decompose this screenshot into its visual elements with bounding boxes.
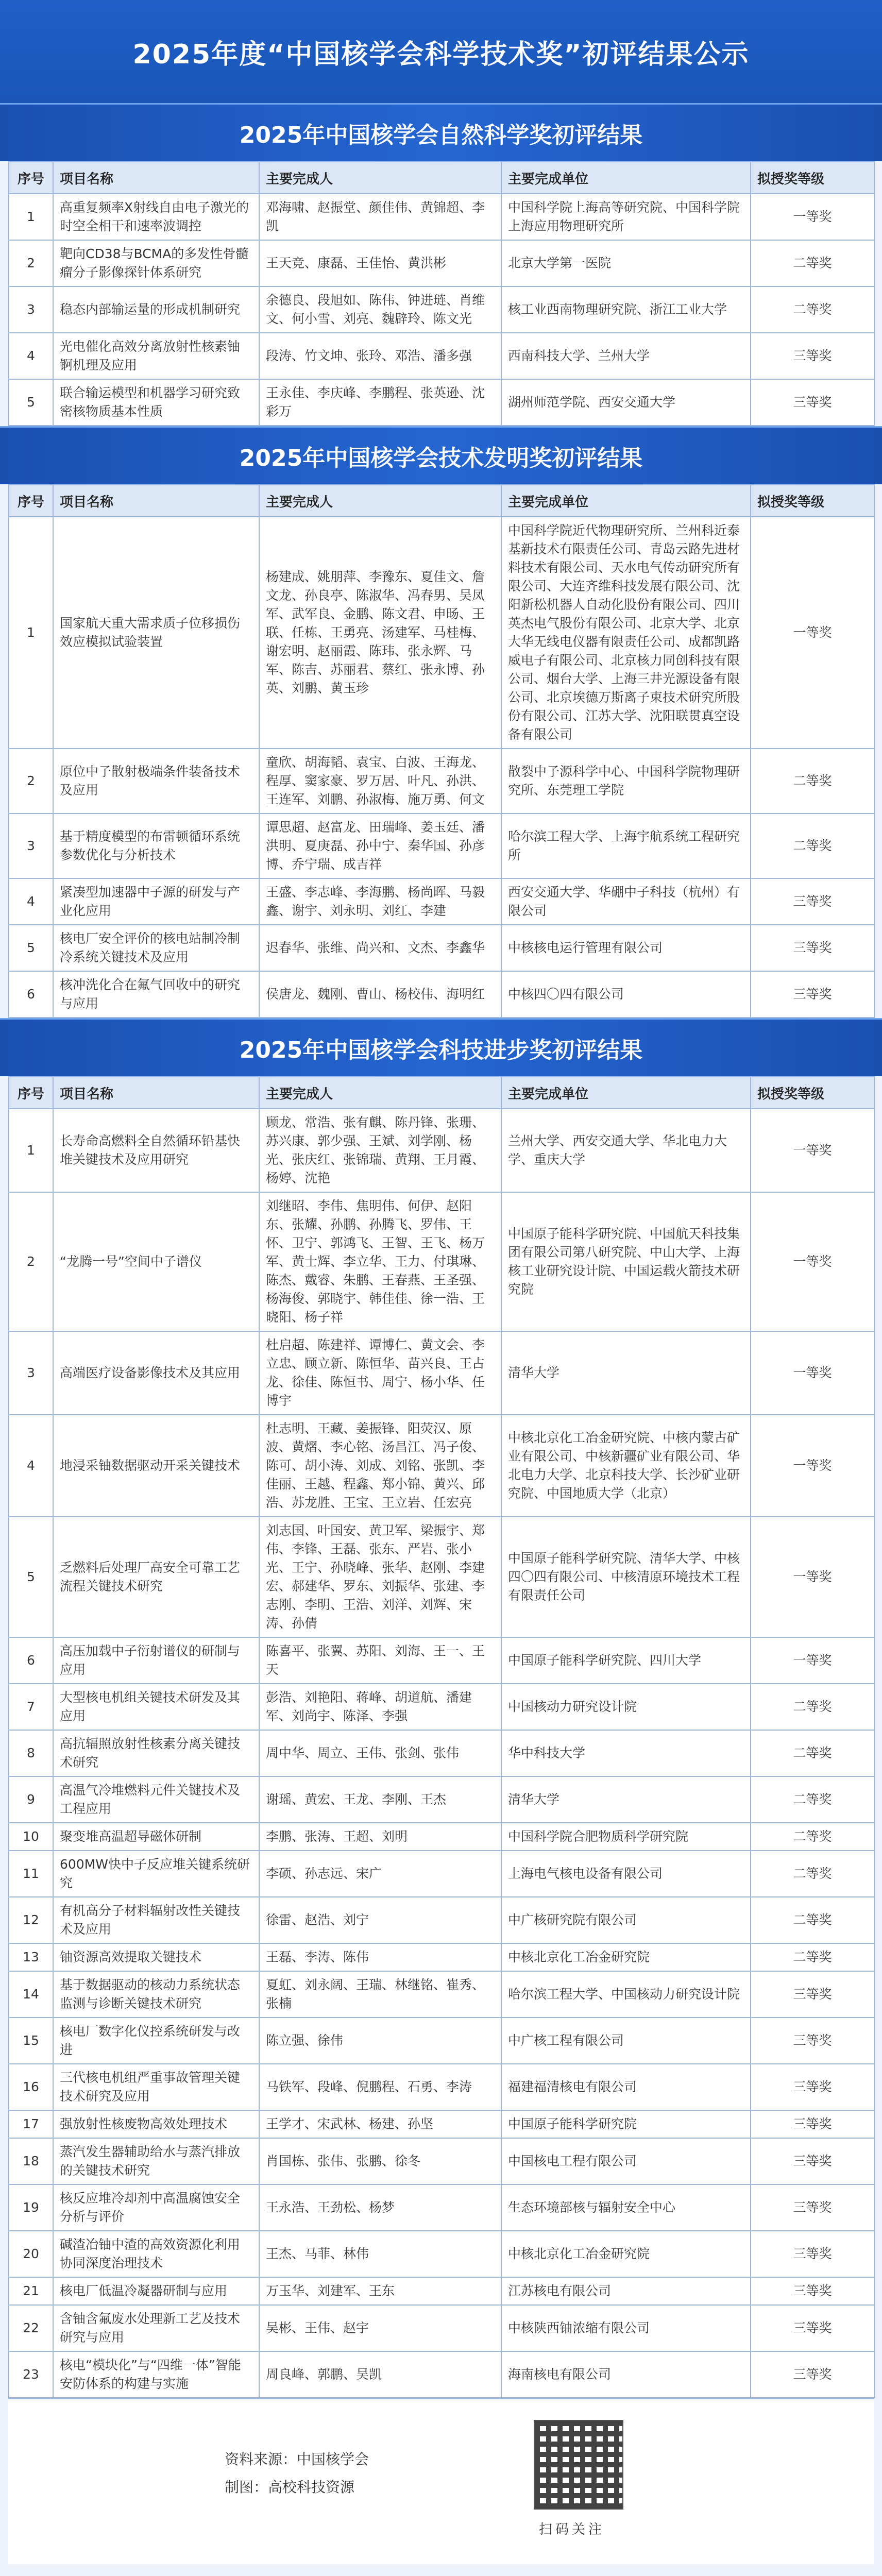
row-number: 8 <box>9 1730 53 1776</box>
project-name: 高抗辐照放射性核素分离关键技术研究 <box>53 1730 259 1776</box>
table-row <box>9 1331 874 1415</box>
institutions: 散裂中子源科学中心、中国科学院物理研究所、东莞理工学院 <box>501 749 751 814</box>
award-level: 二等奖 <box>751 1684 874 1730</box>
team-members: 肖国栋、张伟、张鹏、徐冬 <box>259 2138 501 2184</box>
column-header: 拟授奖等级 <box>751 485 874 517</box>
qr-label: 扫码关注 <box>539 2522 605 2537</box>
team-members: 段涛、竹文坤、张玲、邓浩、潘多强 <box>259 333 501 379</box>
institutions: 中国核动力研究设计院 <box>501 1684 751 1730</box>
institutions: 海南核电有限公司 <box>501 2351 751 2398</box>
award-level: 三等奖 <box>751 878 874 925</box>
institutions: 中国科学院近代物理研究所、兰州科近泰基新技术有限责任公司、青岛云路先进材料技术有限公司、天水电气传动研究所有限公司、大连齐维科技发展有限公司、沈阳新松机器人自动化股份有限公司、四川英杰电气股份有限公司、北京大学、北京大华无线电仪器有限责任公司、成都凯路威电子有限公司、北京核力同创科技有限公司、烟台大学、上海三井光源设备有限公司、北京埃德万斯离子束技术研究所股份有限公司、江苏大学、沈阳联贯真空设备有限公司 <box>501 517 751 749</box>
institutions: 上海电气核电设备有限公司 <box>501 1851 751 1897</box>
page-title: 2025年度“中国核学会科学技术奖”初评结果公示 <box>0 0 882 103</box>
project-name: 高重复频率X射线自由电子激光的时空全相干和速率波调控 <box>53 194 259 240</box>
project-name: 高压加载中子衍射谱仪的研制与应用 <box>53 1637 259 1684</box>
award-level: 一等奖 <box>751 1637 874 1684</box>
row-number: 17 <box>9 2110 53 2138</box>
column-header: 项目名称 <box>53 485 259 517</box>
table-row <box>9 379 874 426</box>
award-level: 一等奖 <box>751 1517 874 1637</box>
project-name: 核冲洗化合在氟气回收中的研究与应用 <box>53 971 259 1018</box>
institutions: 清华大学 <box>501 1331 751 1415</box>
footer <box>8 2398 874 2564</box>
institutions: 中核陕西铀浓缩有限公司 <box>501 2305 751 2351</box>
project-name: 国家航天重大需求质子位移损伤效应模拟试验装置 <box>53 517 259 749</box>
table-row <box>9 1971 874 2018</box>
project-name: 紧凑型加速器中子源的研发与产业化应用 <box>53 878 259 925</box>
results-table <box>8 1076 875 2398</box>
institutions: 中核核电运行管理有限公司 <box>501 925 751 971</box>
institutions: 中国科学院上海高等研究院、中国科学院上海应用物理研究所 <box>501 194 751 240</box>
row-number: 3 <box>9 1331 53 1415</box>
column-header: 主要完成单位 <box>501 1077 751 1109</box>
award-level: 三等奖 <box>751 2305 874 2351</box>
column-header: 主要完成人 <box>259 162 501 194</box>
project-name: 三代核电机组严重事故管理关键技术研究及应用 <box>53 2064 259 2110</box>
row-number: 2 <box>9 1192 53 1331</box>
award-level: 二等奖 <box>751 1776 874 1823</box>
institutions: 哈尔滨工程大学、中国核动力研究设计院 <box>501 1971 751 2018</box>
team-members: 王永浩、王劲松、杨梦 <box>259 2184 501 2231</box>
award-level: 二等奖 <box>751 1943 874 1971</box>
institutions: 中核四〇四有限公司 <box>501 971 751 1018</box>
row-number: 6 <box>9 1637 53 1684</box>
award-level: 二等奖 <box>751 1730 874 1776</box>
table-row <box>9 925 874 971</box>
row-number: 4 <box>9 878 53 925</box>
team-members: 万玉华、刘建军、王东 <box>259 2277 501 2305</box>
team-members: 侯唐龙、魏刚、曹山、杨校伟、海明红 <box>259 971 501 1018</box>
project-name: 核电厂安全评价的核电站制冷制冷系统关键技术及应用 <box>53 925 259 971</box>
award-level: 三等奖 <box>751 2064 874 2110</box>
institutions: 核工业西南物理研究院、浙江工业大学 <box>501 286 751 333</box>
section-title: 2025年中国核学会科技进步奖初评结果 <box>0 1018 882 1076</box>
row-number: 7 <box>9 1684 53 1730</box>
table-row <box>9 1517 874 1637</box>
award-level: 三等奖 <box>751 333 874 379</box>
table-row <box>9 1109 874 1192</box>
column-header: 项目名称 <box>53 1077 259 1109</box>
project-name: 靶向CD38与BCMA的多发性骨髓瘤分子影像探针体系研究 <box>53 240 259 286</box>
team-members: 杜启超、陈建祥、谭博仁、黄文会、李立忠、顾立新、陈恒华、苗兴良、王占龙、徐佳、陈恒书、周宁、杨小华、任博宇 <box>259 1331 501 1415</box>
award-level: 二等奖 <box>751 1897 874 1943</box>
row-number: 11 <box>9 1851 53 1897</box>
team-members: 周中华、周立、王伟、张剑、张伟 <box>259 1730 501 1776</box>
award-level: 三等奖 <box>751 379 874 426</box>
project-name: 核电厂低温冷凝器研制与应用 <box>53 2277 259 2305</box>
institutions: 江苏核电有限公司 <box>501 2277 751 2305</box>
table-row <box>9 1684 874 1730</box>
row-number: 2 <box>9 749 53 814</box>
team-members: 徐雷、赵浩、刘宁 <box>259 1897 501 1943</box>
award-level: 一等奖 <box>751 1331 874 1415</box>
row-number: 5 <box>9 925 53 971</box>
table-row <box>9 2018 874 2064</box>
award-level: 一等奖 <box>751 1192 874 1331</box>
team-members: 余德良、段旭如、陈伟、钟进琏、肖维文、何小雪、刘亮、魏辟玲、陈文光 <box>259 286 501 333</box>
row-number: 14 <box>9 1971 53 2018</box>
table-row <box>9 1943 874 1971</box>
institutions: 福建福清核电有限公司 <box>501 2064 751 2110</box>
column-header: 项目名称 <box>53 162 259 194</box>
institutions: 华中科技大学 <box>501 1730 751 1776</box>
project-name: 长寿命高燃料全自然循环铅基快堆关键技术及应用研究 <box>53 1109 259 1192</box>
table-row <box>9 749 874 814</box>
table-row <box>9 2277 874 2305</box>
table-row <box>9 286 874 333</box>
project-name: 碱渣冶铀中渣的高效资源化利用协同深度治理技术 <box>53 2231 259 2277</box>
project-name: 有机高分子材料辐射改性关键技术及应用 <box>53 1897 259 1943</box>
table-row <box>9 814 874 878</box>
project-name: 高温气冷堆燃料元件关键技术及工程应用 <box>53 1776 259 1823</box>
team-members: 谢瑶、黄宏、王龙、李刚、王杰 <box>259 1776 501 1823</box>
institutions: 北京大学第一医院 <box>501 240 751 286</box>
award-level: 三等奖 <box>751 971 874 1018</box>
table-row <box>9 240 874 286</box>
institutions: 中核北京化工冶金研究院 <box>501 1943 751 1971</box>
institutions: 清华大学 <box>501 1776 751 1823</box>
row-number: 3 <box>9 286 53 333</box>
row-number: 13 <box>9 1943 53 1971</box>
table-row <box>9 1851 874 1897</box>
institutions: 西南科技大学、兰州大学 <box>501 333 751 379</box>
row-number: 16 <box>9 2064 53 2110</box>
team-members: 周良峰、郭鹏、吴凯 <box>259 2351 501 2398</box>
results-table <box>8 484 875 1018</box>
table-row <box>9 2351 874 2398</box>
row-number: 1 <box>9 517 53 749</box>
row-number: 19 <box>9 2184 53 2231</box>
row-number: 12 <box>9 1897 53 1943</box>
table-row <box>9 1776 874 1823</box>
award-level: 三等奖 <box>751 2231 874 2277</box>
table-row <box>9 1192 874 1331</box>
institutions: 生态环境部核与辐射安全中心 <box>501 2184 751 2231</box>
column-header: 拟授奖等级 <box>751 1077 874 1109</box>
table-row <box>9 2110 874 2138</box>
institutions: 中国原子能科学研究院、中国航天科技集团有限公司第八研究院、中山大学、上海核工业研究设计院、中国运载火箭技术研究院 <box>501 1192 751 1331</box>
project-name: 核反应堆冷却剂中高温腐蚀安全分析与评价 <box>53 2184 259 2231</box>
table-header-row <box>9 162 874 194</box>
source-text: 资料来源：中国核学会 <box>225 2451 369 2468</box>
project-name: 含铀含氟废水处理新工艺及技术研究与应用 <box>53 2305 259 2351</box>
project-name: 大型核电机组关键技术研发及其应用 <box>53 1684 259 1730</box>
project-name: 核电厂数字化仪控系统研发与改进 <box>53 2018 259 2064</box>
institutions: 中国核电工程有限公司 <box>501 2138 751 2184</box>
row-number: 10 <box>9 1823 53 1851</box>
row-number: 1 <box>9 1109 53 1192</box>
award-level: 一等奖 <box>751 517 874 749</box>
column-header: 主要完成人 <box>259 485 501 517</box>
project-name: 乏燃料后处理厂高安全可靠工艺流程关键技术研究 <box>53 1517 259 1637</box>
section-title: 2025年中国核学会技术发明奖初评结果 <box>0 426 882 484</box>
award-level: 二等奖 <box>751 814 874 878</box>
footer-text <box>225 2446 369 2501</box>
qr-code-icon <box>534 2420 623 2510</box>
institutions: 中核北京化工冶金研究院、中核内蒙古矿业有限公司、中核新疆矿业有限公司、华北电力大学、北京科技大学、长沙矿业研究院、中国地质大学（北京） <box>501 1415 751 1517</box>
table-header-row <box>9 1077 874 1109</box>
table-row <box>9 2138 874 2184</box>
team-members: 邓海啸、赵振堂、颜佳伟、黄锦超、李凯 <box>259 194 501 240</box>
row-number: 15 <box>9 2018 53 2064</box>
project-name: 稳态内部输运量的形成机制研究 <box>53 286 259 333</box>
team-members: 迟春华、张维、尚兴和、文杰、李鑫华 <box>259 925 501 971</box>
team-members: 李鹏、张涛、王超、刘明 <box>259 1823 501 1851</box>
results-table <box>8 161 875 426</box>
row-number: 21 <box>9 2277 53 2305</box>
team-members: 王磊、李涛、陈伟 <box>259 1943 501 1971</box>
column-header: 主要完成人 <box>259 1077 501 1109</box>
team-members: 王天竞、康磊、王佳怡、黄洪彬 <box>259 240 501 286</box>
institutions: 兰州大学、西安交通大学、华北电力大学、重庆大学 <box>501 1109 751 1192</box>
project-name: “龙腾一号”空间中子谱仪 <box>53 1192 259 1331</box>
team-members: 谭思超、赵富龙、田瑞峰、姜玉廷、潘洪明、夏庚磊、孙中宁、秦华国、孙彦博、乔宁瑞、成吉祥 <box>259 814 501 878</box>
team-members: 吴彬、王伟、赵宇 <box>259 2305 501 2351</box>
row-number: 2 <box>9 240 53 286</box>
award-level: 三等奖 <box>751 2351 874 2398</box>
institutions: 中国原子能科学研究院、四川大学 <box>501 1637 751 1684</box>
award-level: 三等奖 <box>751 2184 874 2231</box>
project-name: 聚变堆高温超导磁体研制 <box>53 1823 259 1851</box>
sections-container <box>0 103 882 2398</box>
award-level: 三等奖 <box>751 2138 874 2184</box>
team-members: 夏虹、刘永阔、王瑞、林继铭、崔秀、张楠 <box>259 1971 501 2018</box>
row-number: 18 <box>9 2138 53 2184</box>
row-number: 20 <box>9 2231 53 2277</box>
team-members: 王学才、宋武林、杨建、孙坚 <box>259 2110 501 2138</box>
project-name: 高端医疗设备影像技术及其应用 <box>53 1331 259 1415</box>
team-members: 马铁军、段峰、倪鹏程、石勇、李涛 <box>259 2064 501 2110</box>
team-members: 彭浩、刘艳阳、蒋峰、胡道航、潘建军、刘尚宇、陈泽、李强 <box>259 1684 501 1730</box>
institutions: 中国原子能科学研究院、清华大学、中核四〇四有限公司、中核清原环境技术工程有限责任公司 <box>501 1517 751 1637</box>
award-level: 一等奖 <box>751 194 874 240</box>
institutions: 中广核研究院有限公司 <box>501 1897 751 1943</box>
award-level: 三等奖 <box>751 2110 874 2138</box>
table-row <box>9 333 874 379</box>
table-header-row <box>9 485 874 517</box>
table-row <box>9 517 874 749</box>
column-header: 序号 <box>9 1077 53 1109</box>
project-name: 地浸采铀数据驱动开采关键技术 <box>53 1415 259 1517</box>
project-name: 联合输运模型和机器学习研究致密核物质基本性质 <box>53 379 259 426</box>
table-row <box>9 1897 874 1943</box>
row-number: 23 <box>9 2351 53 2398</box>
row-number: 5 <box>9 379 53 426</box>
table-row <box>9 2064 874 2110</box>
row-number: 4 <box>9 1415 53 1517</box>
team-members: 杨建成、姚朋萍、李豫东、夏佳文、詹文龙、孙良亭、陈淑华、冯春男、吴凤军、武军良、金鹏、陈文君、申旸、王联、任栋、王勇亮、汤建军、马桂梅、谢宏明、赵丽霞、陈玮、张永辉、马军、陈吉、苏丽君、蔡红、张永博、孙英、刘鹏、黄玉珍 <box>259 517 501 749</box>
team-members: 陈喜平、张翼、苏阳、刘海、王一、王天 <box>259 1637 501 1684</box>
column-header: 序号 <box>9 162 53 194</box>
table-row <box>9 194 874 240</box>
project-name: 强放射性核废物高效处理技术 <box>53 2110 259 2138</box>
institutions: 中国科学院合肥物质科学研究院 <box>501 1823 751 1851</box>
column-header: 序号 <box>9 485 53 517</box>
column-header: 主要完成单位 <box>501 485 751 517</box>
table-row <box>9 2231 874 2277</box>
award-level: 三等奖 <box>751 1971 874 2018</box>
table-row <box>9 878 874 925</box>
project-name: 原位中子散射极端条件装备技术及应用 <box>53 749 259 814</box>
table-row <box>9 1730 874 1776</box>
team-members: 童欣、胡海韬、袁宝、白波、王海龙、程厚、窦家豪、罗万居、叶凡、孙洪、王连军、刘鹏、孙淑梅、施万勇、何文 <box>259 749 501 814</box>
table-row <box>9 1637 874 1684</box>
row-number: 5 <box>9 1517 53 1637</box>
row-number: 6 <box>9 971 53 1018</box>
row-number: 22 <box>9 2305 53 2351</box>
institutions: 中国原子能科学研究院 <box>501 2110 751 2138</box>
award-level: 三等奖 <box>751 2277 874 2305</box>
award-level: 二等奖 <box>751 240 874 286</box>
row-number: 3 <box>9 814 53 878</box>
editor-text: 制图：高校科技资源 <box>225 2479 355 2496</box>
institutions: 哈尔滨工程大学、上海宇航系统工程研究所 <box>501 814 751 878</box>
row-number: 4 <box>9 333 53 379</box>
award-level: 二等奖 <box>751 286 874 333</box>
award-level: 二等奖 <box>751 1823 874 1851</box>
project-name: 核电“模块化”与“四维一体”智能安防体系的构建与实施 <box>53 2351 259 2398</box>
award-level: 一等奖 <box>751 1415 874 1517</box>
column-header: 主要完成单位 <box>501 162 751 194</box>
team-members: 杜志明、王藏、姜振锋、阳荧汉、原波、黄熠、李心铭、汤昌江、冯子俊、陈可、胡小涛、刘成、刘铭、张凯、李佳丽、王越、程鑫、郑小锦、黄兴、邱浩、苏龙胜、王宝、王立岩、任宏亮 <box>259 1415 501 1517</box>
team-members: 王盛、李志峰、李海鹏、杨尚晖、马毅鑫、谢宇、刘永明、刘红、李建 <box>259 878 501 925</box>
team-members: 顾龙、常浩、张有麒、陈丹锋、张珊、苏兴康、郭少强、王斌、刘学刚、杨光、张庆红、张锦瑞、黄翔、王月霞、杨婷、沈艳 <box>259 1109 501 1192</box>
project-name: 600MW快中子反应堆关键系统研究 <box>53 1851 259 1897</box>
institutions: 西安交通大学、华硼中子科技（杭州）有限公司 <box>501 878 751 925</box>
award-level: 二等奖 <box>751 1851 874 1897</box>
project-name: 基于精度模型的布雷顿循环系统参数优化与分析技术 <box>53 814 259 878</box>
award-level: 三等奖 <box>751 925 874 971</box>
project-name: 蒸汽发生器辅助给水与蒸汽排放的关键技术研究 <box>53 2138 259 2184</box>
project-name: 铀资源高效提取关键技术 <box>53 1943 259 1971</box>
team-members: 刘继昭、李伟、焦明伟、何伊、赵阳东、张耀、孙鹏、孙腾飞、罗伟、王怀、卫宁、郭鸿飞、王智、王飞、杨万军、黄士辉、李立华、王力、付琪琳、陈杰、戴睿、朱鹏、王春燕、王圣强、杨海俊、郭晓宇、韩佳佳、徐一浩、王晓阳、杨子祥 <box>259 1192 501 1331</box>
project-name: 光电催化高效分离放射性核素铀锕机理及应用 <box>53 333 259 379</box>
project-name: 基于数据驱动的核动力系统状态监测与诊断关键技术研究 <box>53 1971 259 2018</box>
team-members: 王杰、马菲、林伟 <box>259 2231 501 2277</box>
team-members: 刘志国、叶国安、黄卫军、梁振宇、郑伟、李锋、王磊、张东、严岩、张小光、王宁、孙晓峰、张华、赵刚、李建宏、郝建华、罗东、刘振华、张建、李志刚、李明、王浩、刘洋、刘辉、宋涛、孙倩 <box>259 1517 501 1637</box>
table-row <box>9 2305 874 2351</box>
column-header: 拟授奖等级 <box>751 162 874 194</box>
award-level: 二等奖 <box>751 749 874 814</box>
table-row <box>9 1823 874 1851</box>
table-row <box>9 2184 874 2231</box>
institutions: 中核北京化工冶金研究院 <box>501 2231 751 2277</box>
team-members: 陈立强、徐伟 <box>259 2018 501 2064</box>
row-number: 1 <box>9 194 53 240</box>
award-level: 三等奖 <box>751 2018 874 2064</box>
team-members: 王永佳、李庆峰、李鹏程、张英逊、沈彩万 <box>259 379 501 426</box>
row-number: 9 <box>9 1776 53 1823</box>
table-row <box>9 971 874 1018</box>
institutions: 湖州师范学院、西安交通大学 <box>501 379 751 426</box>
section-title: 2025年中国核学会自然科学奖初评结果 <box>0 103 882 161</box>
award-level: 一等奖 <box>751 1109 874 1192</box>
table-row <box>9 1415 874 1517</box>
team-members: 李硕、孙志远、宋广 <box>259 1851 501 1897</box>
institutions: 中广核工程有限公司 <box>501 2018 751 2064</box>
